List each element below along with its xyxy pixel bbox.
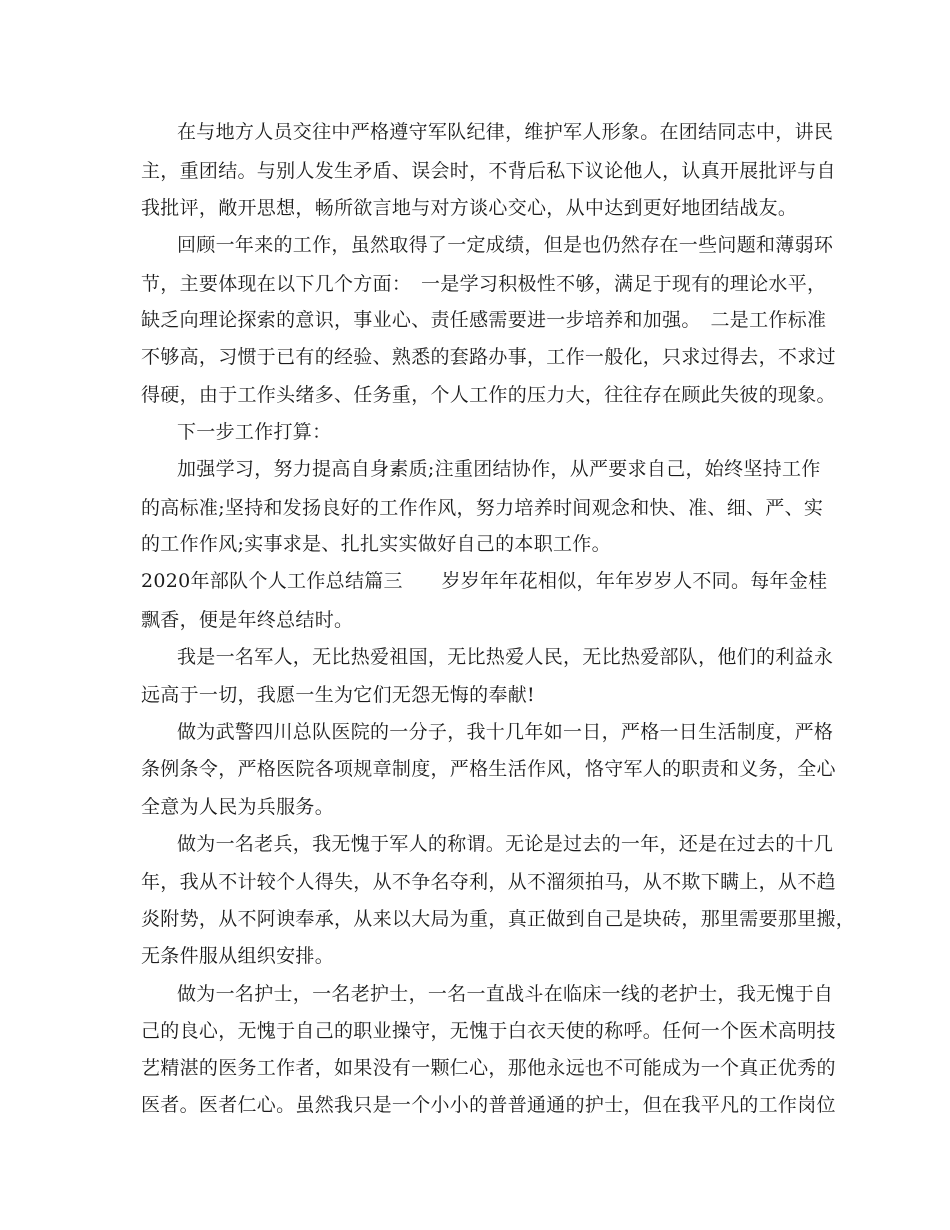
text-line: 的工作作风;实事求是、扎扎实实做好自己的本职工作。 [141, 533, 611, 555]
section-heading-line: 2020年部队个人工作总结篇三 岁岁年年花相似，年年岁岁人不同。每年金桂 [141, 570, 828, 592]
text-line: 远高于一切，我愿一生为它们无怨无悔的奉献! [141, 684, 535, 706]
text-line: 艺精湛的医务工作者，如果没有一颗仁心，那他永远也不可能成为一个真正优秀的 [141, 1057, 836, 1079]
text-line: 缺乏向理论探索的意识，事业心、责任感需要进一步培养和加强。 二是工作标准 [141, 309, 827, 331]
text-line: 得硬，由于工作头绪多、任务重，个人工作的压力大，往往存在顾此失彼的现象。 [141, 384, 836, 406]
text-line: 回顾一年来的工作，虽然取得了一定成绩，但是也仍然存在一些问题和薄弱环 [177, 234, 834, 256]
text-line: 在与地方人员交往中严格遵守军队纪律，维护军人形象。在团结同志中，讲民 [177, 121, 834, 143]
text-line: 飘香，便是年终总结时。 [141, 609, 354, 631]
text-line: 我批评，敞开思想，畅所欲言地与对方谈心交心，从中达到更好地团结战友。 [141, 197, 798, 219]
text-line: 主，重团结。与别人发生矛盾、误会时，不背后私下议论他人，认真开展批评与自 [141, 160, 836, 182]
text-line: 下一步工作打算： [177, 421, 332, 443]
text-line: 节，主要体现在以下几个方面： 一是学习积极性不够，满足于现有的理论水平， [141, 273, 827, 295]
text-line: 的高标准;坚持和发扬良好的工作作风，努力培养时间观念和快、准、细、严、实 [141, 497, 824, 519]
text-line: 无条件服从组织安排。 [141, 945, 335, 967]
text-line: 条例条令，严格医院各项规章制度，严格生活作风，恪守军人的职责和义务，全心 [141, 758, 836, 780]
text-line: 加强学习，努力提高自身素质;注重团结协作，从严要求自己，始终坚持工作 [177, 458, 821, 480]
text-line: 做为武警四川总队医院的一分子，我十几年如一日，严格一日生活制度，严格 [177, 721, 834, 743]
text-line: 不够高，习惯于已有的经验、熟悉的套路办事，工作一般化，只求过得去，不求过 [141, 346, 836, 368]
text-line: 全意为人民为兵服务。 [141, 796, 335, 818]
text-line: 医者。医者仁心。虽然我只是一个小小的普普通通的护士，但在我平凡的工作岗位 [141, 1094, 836, 1116]
text-line: 做为一名老兵，我无愧于军人的称谓。无论是过去的一年，还是在过去的十几 [177, 833, 834, 855]
text-line: 炎附势，从不阿谀奉承，从来以大局为重，真正做到自己是块砖，那里需要那里搬， [141, 908, 856, 930]
text-line: 己的良心，无愧于自己的职业操守，无愧于白衣天使的称呼。任何一个医术高明技 [141, 1020, 836, 1042]
text-line: 年，我从不计较个人得失，从不争名夺利，从不溜须拍马，从不欺下瞒上，从不趋 [141, 871, 836, 893]
text-line: 做为一名护士，一名老护士，一名一直战斗在临床一线的老护士，我无愧于自 [177, 983, 834, 1005]
text-line: 我是一名军人，无比热爱祖国，无比热爱人民，无比热爱部队，他们的利益永 [177, 646, 834, 668]
